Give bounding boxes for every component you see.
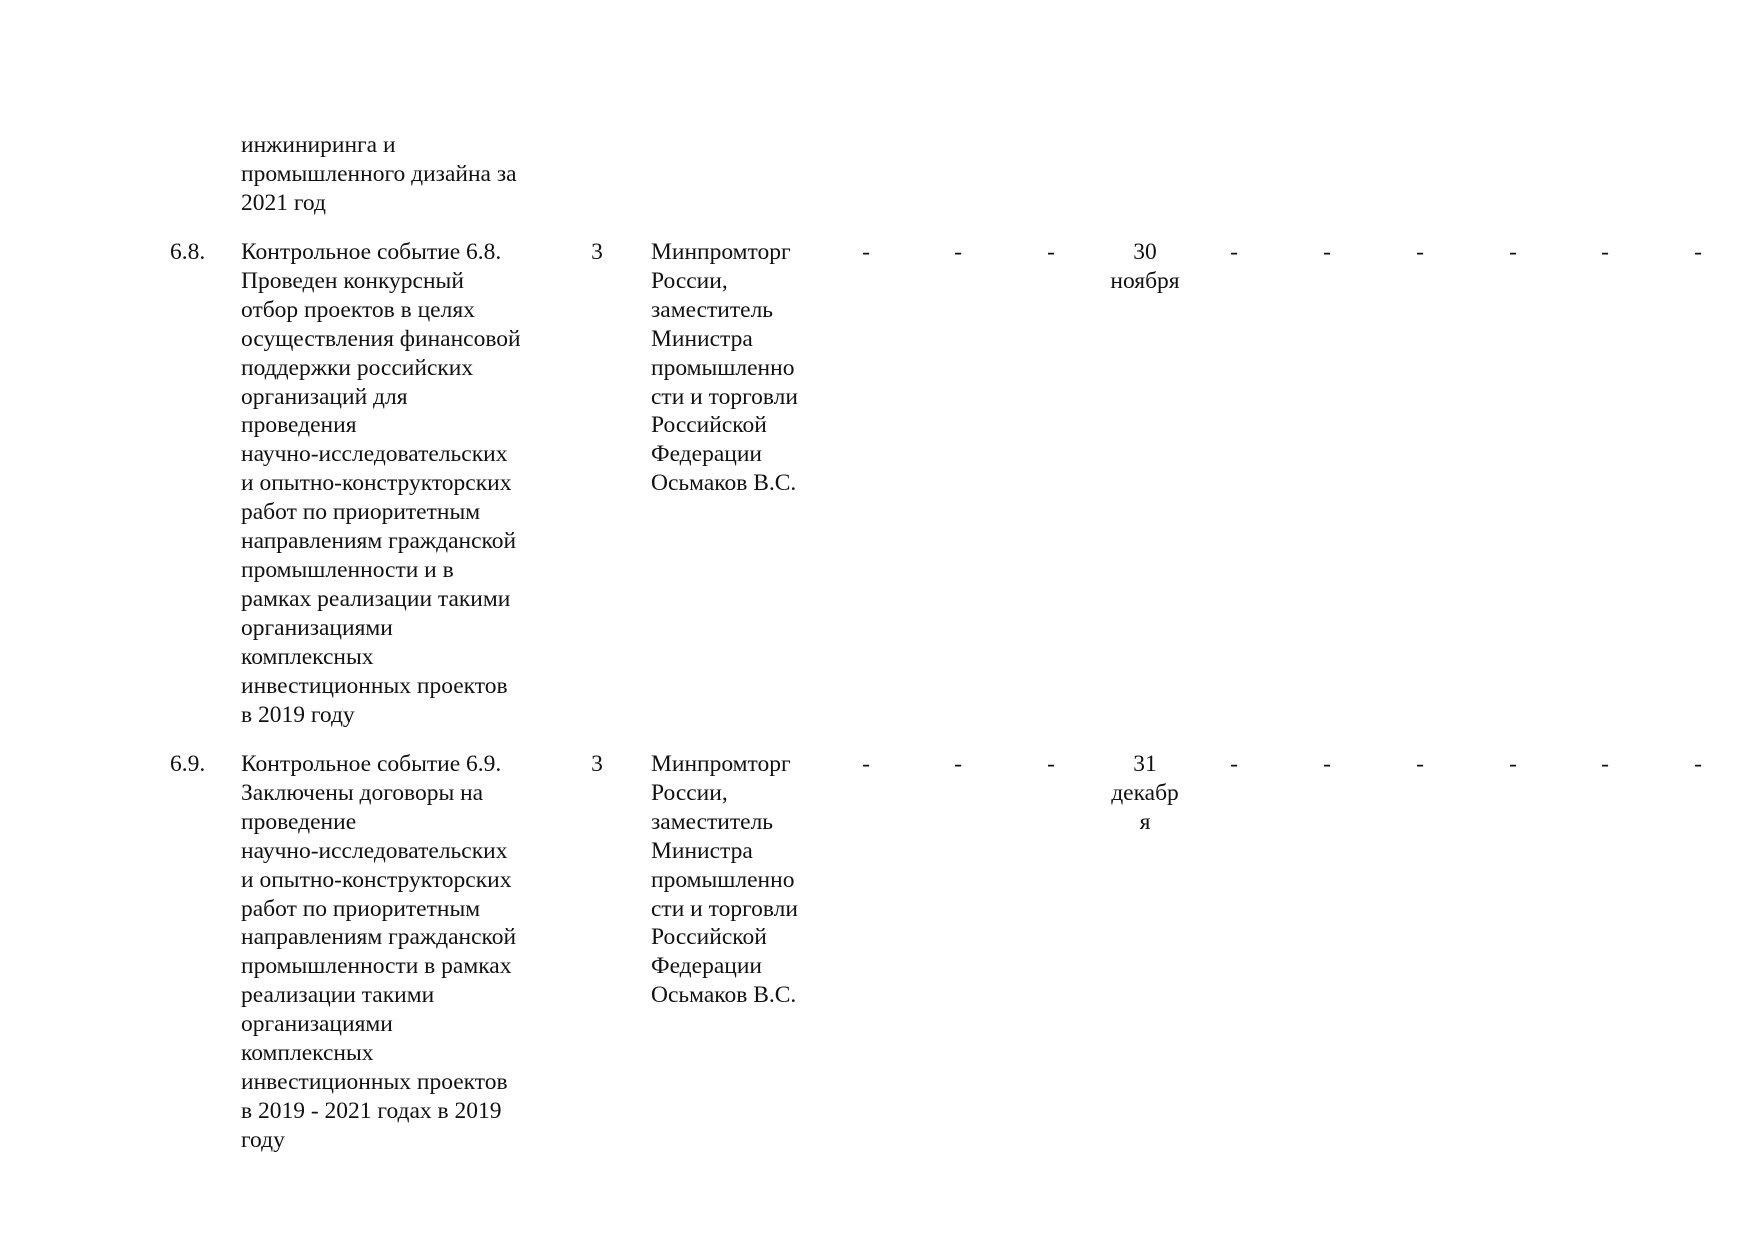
quarter-cell: - <box>954 239 962 265</box>
responsible-executor: Минпромторг России, заместитель Министра промышленно сти и торговли Российской Федерации Осьмаков В.С. <box>651 751 798 1009</box>
quarter-cell: - <box>1047 751 1055 777</box>
quarter-cell: - <box>1323 751 1331 777</box>
row-number: 6.8. <box>170 239 206 265</box>
quarter-cell: - <box>1509 239 1517 265</box>
quarter-cell: - <box>1047 239 1055 265</box>
quarter-cell: - <box>1509 751 1517 777</box>
quarter-cell: - <box>862 751 870 777</box>
responsible-executor: Минпромторг России, заместитель Министра промышленно сти и торговли Российской Федерации Осьмаков В.С. <box>651 239 798 497</box>
continuation-name: инжиниринга и промышленного дизайна за 2021 год <box>241 132 517 216</box>
control-date: 30 ноября <box>1110 239 1180 294</box>
priority-value: 3 <box>591 751 603 777</box>
control-date: 31 декабр я <box>1111 751 1179 835</box>
quarter-cell: - <box>1416 239 1424 265</box>
quarter-cell: - <box>1230 239 1238 265</box>
quarter-cell: - <box>1230 751 1238 777</box>
quarter-cell: - <box>1694 239 1702 265</box>
quarter-cell: - <box>862 239 870 265</box>
event-name: Контрольное событие 6.9. Заключены договоры на проведение научно-исследовательских и опытно-конструкторских работ по приоритетным направлениям гражданской промышленности в рамках реализации такими организациями комплексных инвестиционных проектов в 2019 - 2021 годах в 2019 году <box>241 751 517 1153</box>
row-number: 6.9. <box>170 751 206 777</box>
quarter-cell: - <box>1601 751 1609 777</box>
quarter-cell: - <box>1416 751 1424 777</box>
quarter-cell: - <box>954 751 962 777</box>
event-name: Контрольное событие 6.8. Проведен конкурсный отбор проектов в целях осуществления финансовой поддержки российских организаций для проведения научно-исследовательских и опытно-конструкторских работ по приоритетным направлениям гражданской промышленности и в рамках реализации такими организациями комплексных инвестиционных проектов в 2019 году <box>241 239 521 728</box>
quarter-cell: - <box>1323 239 1331 265</box>
priority-value: 3 <box>591 239 603 265</box>
quarter-cell: - <box>1694 751 1702 777</box>
quarter-cell: - <box>1601 239 1609 265</box>
